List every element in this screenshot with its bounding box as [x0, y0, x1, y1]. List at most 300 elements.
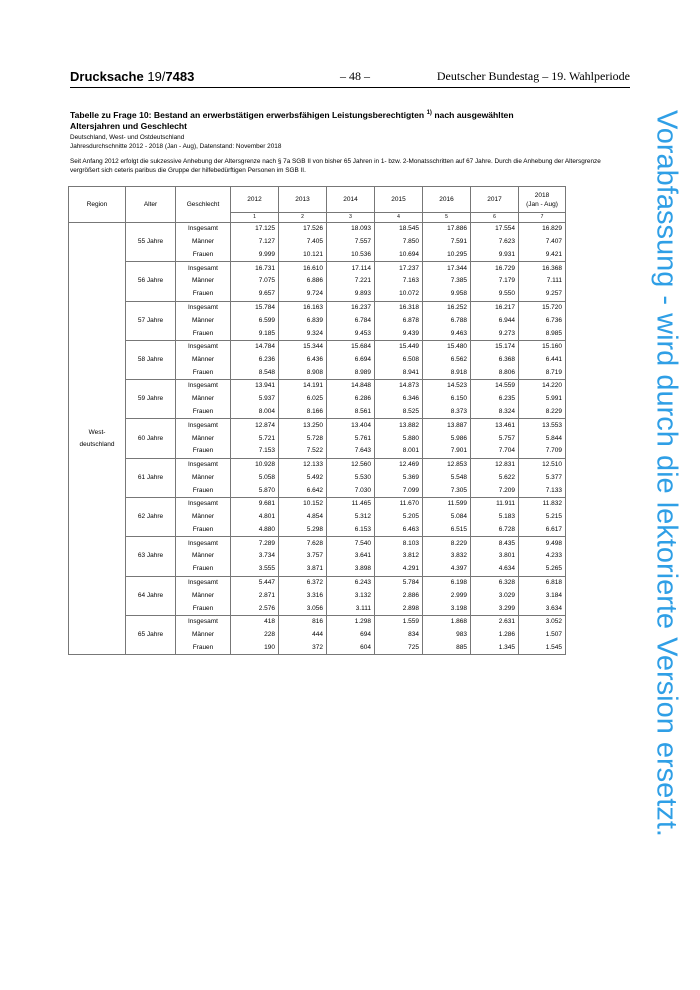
value-cell: 5.784 [375, 576, 423, 589]
value-cell: 12.831 [471, 458, 519, 471]
value-cell: 6.198 [423, 576, 471, 589]
sex-cell: Männer [176, 314, 231, 327]
sex-cell: Männer [176, 589, 231, 602]
sex-cell: Männer [176, 471, 231, 484]
value-cell: 1.545 [519, 642, 566, 655]
value-cell: 8.324 [471, 406, 519, 419]
value-cell: 7.289 [231, 537, 279, 550]
value-cell: 8.166 [279, 406, 327, 419]
value-cell: 16.368 [519, 262, 566, 275]
col-header-year [327, 187, 375, 213]
value-cell: 9.421 [519, 249, 566, 262]
sex-cell: Männer [176, 628, 231, 641]
value-cell: 14.523 [423, 380, 471, 393]
col-number: 7 [519, 213, 566, 223]
table-subtitle [70, 133, 630, 152]
table-row [69, 497, 566, 510]
value-cell: 3.029 [471, 589, 519, 602]
value-cell: 3.634 [519, 602, 566, 615]
value-cell: 9.681 [231, 497, 279, 510]
value-cell: 11.465 [327, 497, 375, 510]
value-cell: 8.103 [375, 537, 423, 550]
value-cell: 1.507 [519, 628, 566, 641]
value-cell: 2.898 [375, 602, 423, 615]
value-cell: 983 [423, 628, 471, 641]
value-cell: 13.941 [231, 380, 279, 393]
value-cell: 6.617 [519, 524, 566, 537]
value-cell: 7.030 [327, 484, 375, 497]
value-cell: 14.784 [231, 340, 279, 353]
value-cell: 8.548 [231, 367, 279, 380]
value-cell: 9.257 [519, 288, 566, 301]
value-cell: 8.908 [279, 367, 327, 380]
age-cell: 65 Jahre [126, 615, 176, 654]
value-cell: 4.291 [375, 563, 423, 576]
value-cell: 7.305 [423, 484, 471, 497]
value-cell: 4.801 [231, 511, 279, 524]
value-cell: 6.944 [471, 314, 519, 327]
col-number: 5 [423, 213, 471, 223]
value-cell: 7.099 [375, 484, 423, 497]
col-number: 4 [375, 213, 423, 223]
value-cell: 3.898 [327, 563, 375, 576]
value-cell: 3.056 [279, 602, 327, 615]
value-cell: 5.084 [423, 511, 471, 524]
title-part3: Altersjahren und Geschlecht [70, 120, 188, 131]
value-cell: 5.844 [519, 432, 566, 445]
value-cell: 9.498 [519, 537, 566, 550]
table-row [69, 537, 566, 550]
value-cell: 13.461 [471, 419, 519, 432]
sex-cell: Männer [176, 275, 231, 288]
value-cell: 190 [231, 642, 279, 655]
value-cell: 8.004 [231, 406, 279, 419]
sex-cell: Männer [176, 511, 231, 524]
value-cell: 17.237 [375, 262, 423, 275]
footnote-marker: 1) [426, 110, 432, 116]
value-cell: 372 [279, 642, 327, 655]
value-cell: 8.373 [423, 406, 471, 419]
sex-cell: Frauen [176, 288, 231, 301]
col-header-year [231, 187, 279, 213]
value-cell: 14.220 [519, 380, 566, 393]
table-row [69, 419, 566, 432]
value-cell: 6.436 [279, 353, 327, 366]
value-cell: 6.286 [327, 393, 375, 406]
year-note: (Jan - Aug) [526, 200, 558, 208]
value-cell: 5.622 [471, 471, 519, 484]
value-cell: 13.404 [327, 419, 375, 432]
sex-cell: Männer [176, 432, 231, 445]
value-cell: 7.075 [231, 275, 279, 288]
value-cell: 5.312 [327, 511, 375, 524]
value-cell: 11.599 [423, 497, 471, 510]
value-cell: 7.221 [327, 275, 375, 288]
value-cell: 9.958 [423, 288, 471, 301]
table-row [69, 262, 566, 275]
value-cell: 10.694 [375, 249, 423, 262]
col-number: 2 [279, 213, 327, 223]
year-label: 2017 [487, 196, 502, 203]
value-cell: 418 [231, 615, 279, 628]
value-cell: 15.174 [471, 340, 519, 353]
value-cell: 5.377 [519, 471, 566, 484]
value-cell: 9.439 [375, 327, 423, 340]
col-number: 1 [231, 213, 279, 223]
value-cell: 4.233 [519, 550, 566, 563]
value-cell: 6.236 [231, 353, 279, 366]
value-cell: 17.114 [327, 262, 375, 275]
sex-cell: Insgesamt [176, 223, 231, 236]
value-cell: 6.642 [279, 484, 327, 497]
value-cell: 6.153 [327, 524, 375, 537]
sex-cell: Frauen [176, 602, 231, 615]
age-cell: 62 Jahre [126, 497, 176, 536]
value-cell: 5.761 [327, 432, 375, 445]
value-cell: 15.480 [423, 340, 471, 353]
col-header-year [279, 187, 327, 213]
sex-cell: Frauen [176, 484, 231, 497]
age-cell: 56 Jahre [126, 262, 176, 301]
value-cell: 13.887 [423, 419, 471, 432]
sex-cell: Frauen [176, 445, 231, 458]
sex-cell: Frauen [176, 642, 231, 655]
sex-cell: Frauen [176, 249, 231, 262]
value-cell: 7.643 [327, 445, 375, 458]
value-cell: 9.463 [423, 327, 471, 340]
document-number-main: 7483 [165, 69, 195, 84]
value-cell: 7.540 [327, 537, 375, 550]
value-cell: 7.153 [231, 445, 279, 458]
value-cell: 6.839 [279, 314, 327, 327]
sex-cell: Männer [176, 236, 231, 249]
value-cell: 6.788 [423, 314, 471, 327]
value-cell: 12.560 [327, 458, 375, 471]
value-cell: 13.250 [279, 419, 327, 432]
page-header [70, 68, 630, 88]
table-row [69, 615, 566, 628]
value-cell: 8.941 [375, 367, 423, 380]
sex-cell: Insgesamt [176, 615, 231, 628]
sex-cell: Männer [176, 550, 231, 563]
value-cell: 444 [279, 628, 327, 641]
age-cell: 58 Jahre [126, 340, 176, 379]
value-cell: 2.631 [471, 615, 519, 628]
sex-cell: Insgesamt [176, 419, 231, 432]
value-cell: 9.893 [327, 288, 375, 301]
sex-cell: Insgesamt [176, 458, 231, 471]
value-cell: 12.853 [423, 458, 471, 471]
value-cell: 9.999 [231, 249, 279, 262]
sex-cell: Insgesamt [176, 262, 231, 275]
value-cell: 8.525 [375, 406, 423, 419]
value-cell: 10.928 [231, 458, 279, 471]
value-cell: 8.918 [423, 367, 471, 380]
value-cell: 6.346 [375, 393, 423, 406]
value-cell: 15.720 [519, 301, 566, 314]
value-cell: 3.184 [519, 589, 566, 602]
value-cell: 7.623 [471, 236, 519, 249]
table-row [69, 458, 566, 471]
value-cell: 8.989 [327, 367, 375, 380]
year-label: 2012 [247, 196, 262, 203]
parliament-label: Deutscher Bundestag – 19. Wahlperiode [436, 69, 630, 83]
value-cell: 9.185 [231, 327, 279, 340]
value-cell: 16.217 [471, 301, 519, 314]
value-cell: 1.286 [471, 628, 519, 641]
value-cell: 9.273 [471, 327, 519, 340]
value-cell: 9.931 [471, 249, 519, 262]
value-cell: 3.812 [375, 550, 423, 563]
value-cell: 834 [375, 628, 423, 641]
col-header-year [519, 187, 566, 213]
value-cell: 3.801 [471, 550, 519, 563]
value-cell: 16.237 [327, 301, 375, 314]
value-cell: 8.435 [471, 537, 519, 550]
sex-cell: Insgesamt [176, 380, 231, 393]
value-cell: 9.657 [231, 288, 279, 301]
document-label: Drucksache [70, 69, 144, 84]
value-cell: 6.886 [279, 275, 327, 288]
value-cell: 3.832 [423, 550, 471, 563]
value-cell: 6.736 [519, 314, 566, 327]
table-title [70, 108, 630, 132]
value-cell: 1.345 [471, 642, 519, 655]
value-cell: 6.235 [471, 393, 519, 406]
value-cell: 12.510 [519, 458, 566, 471]
value-cell: 5.757 [471, 432, 519, 445]
value-cell: 6.818 [519, 576, 566, 589]
value-cell: 8.806 [471, 367, 519, 380]
value-cell: 16.731 [231, 262, 279, 275]
col-number: 3 [327, 213, 375, 223]
value-cell: 7.133 [519, 484, 566, 497]
value-cell: 5.728 [279, 432, 327, 445]
value-cell: 10.121 [279, 249, 327, 262]
value-cell: 16.729 [471, 262, 519, 275]
value-cell: 5.492 [279, 471, 327, 484]
sex-cell: Frauen [176, 563, 231, 576]
region-label-line1: West- [88, 428, 106, 436]
value-cell: 16.318 [375, 301, 423, 314]
value-cell: 3.052 [519, 615, 566, 628]
age-cell: 57 Jahre [126, 301, 176, 340]
age-cell: 60 Jahre [126, 419, 176, 458]
value-cell: 15.160 [519, 340, 566, 353]
value-cell: 9.550 [471, 288, 519, 301]
value-cell: 15.784 [231, 301, 279, 314]
value-cell: 7.179 [471, 275, 519, 288]
value-cell: 10.536 [327, 249, 375, 262]
age-cell: 59 Jahre [126, 380, 176, 419]
table-row [69, 340, 566, 353]
value-cell: 7.209 [471, 484, 519, 497]
year-label: 2015 [391, 196, 406, 203]
value-cell: 3.757 [279, 550, 327, 563]
value-cell: 14.873 [375, 380, 423, 393]
value-cell: 14.848 [327, 380, 375, 393]
value-cell: 7.850 [375, 236, 423, 249]
value-cell: 13.882 [375, 419, 423, 432]
value-cell: 9.453 [327, 327, 375, 340]
value-cell: 13.553 [519, 419, 566, 432]
value-cell: 7.163 [375, 275, 423, 288]
watermark-text: Vorabfassung - wird durch die lektorierte Version ersetzt. [650, 110, 683, 837]
sex-cell: Insgesamt [176, 537, 231, 550]
value-cell: 816 [279, 615, 327, 628]
value-cell: 6.463 [375, 524, 423, 537]
table-row [69, 223, 566, 236]
value-cell: 17.554 [471, 223, 519, 236]
table-note: Seit Anfang 2012 erfolgt die sukzessive Anhebung der Altersgrenze nach § 7a SGB II von bisher 65 Jahren in 1- bzw. 2-Monatsschritten auf 67 Jahre. Durch die Anhebung der Altersgrenze vergrößert sich ceteris paribus die Gruppe der hilfebedürftigen Personen im SGB II. [70, 158, 601, 175]
region-label-line2: deutschland [79, 440, 115, 448]
value-cell: 7.522 [279, 445, 327, 458]
value-cell: 6.728 [471, 524, 519, 537]
value-cell: 7.111 [519, 275, 566, 288]
year-label: 2013 [295, 196, 310, 203]
value-cell: 16.610 [279, 262, 327, 275]
value-cell: 18.545 [375, 223, 423, 236]
value-cell: 2.576 [231, 602, 279, 615]
title-part1: Tabelle zu Frage 10: Bestand an erwerbstätigen erwerbsfähigen Leistungsberechtigten [70, 109, 425, 120]
value-cell: 6.878 [375, 314, 423, 327]
value-cell: 6.441 [519, 353, 566, 366]
value-cell: 3.299 [471, 602, 519, 615]
sex-cell: Insgesamt [176, 340, 231, 353]
value-cell: 3.132 [327, 589, 375, 602]
value-cell: 7.407 [519, 236, 566, 249]
value-cell: 1.559 [375, 615, 423, 628]
value-cell: 6.784 [327, 314, 375, 327]
value-cell: 6.599 [231, 314, 279, 327]
value-cell: 15.449 [375, 340, 423, 353]
value-cell: 6.243 [327, 576, 375, 589]
table-row [69, 576, 566, 589]
value-cell: 694 [327, 628, 375, 641]
value-cell: 5.298 [279, 524, 327, 537]
region-cell [69, 223, 126, 655]
sex-cell: Frauen [176, 367, 231, 380]
value-cell: 8.229 [519, 406, 566, 419]
value-cell: 8.229 [423, 537, 471, 550]
value-cell: 3.734 [231, 550, 279, 563]
value-cell: 6.025 [279, 393, 327, 406]
value-cell: 17.125 [231, 223, 279, 236]
title-part2: nach ausgewählten [434, 109, 514, 120]
value-cell: 5.880 [375, 432, 423, 445]
value-cell: 6.508 [375, 353, 423, 366]
col-header-sex: Geschlecht [176, 187, 231, 223]
value-cell: 3.871 [279, 563, 327, 576]
value-cell: 18.093 [327, 223, 375, 236]
age-cell: 64 Jahre [126, 576, 176, 615]
value-cell: 6.328 [471, 576, 519, 589]
value-cell: 12.874 [231, 419, 279, 432]
sex-cell: Frauen [176, 524, 231, 537]
value-cell: 1.298 [327, 615, 375, 628]
value-cell: 5.548 [423, 471, 471, 484]
value-cell: 16.252 [423, 301, 471, 314]
value-cell: 5.870 [231, 484, 279, 497]
col-header-year [375, 187, 423, 213]
value-cell: 9.724 [279, 288, 327, 301]
col-number: 6 [471, 213, 519, 223]
value-cell: 4.854 [279, 511, 327, 524]
value-cell: 6.372 [279, 576, 327, 589]
year-label: 2014 [343, 196, 358, 203]
sex-cell: Insgesamt [176, 497, 231, 510]
value-cell: 3.555 [231, 563, 279, 576]
value-cell: 6.694 [327, 353, 375, 366]
value-cell: 8.001 [375, 445, 423, 458]
value-cell: 2.886 [375, 589, 423, 602]
value-cell: 5.183 [471, 511, 519, 524]
value-cell: 2.999 [423, 589, 471, 602]
value-cell: 14.191 [279, 380, 327, 393]
col-header-year [423, 187, 471, 213]
value-cell: 17.886 [423, 223, 471, 236]
value-cell: 10.152 [279, 497, 327, 510]
value-cell: 228 [231, 628, 279, 641]
value-cell: 12.469 [375, 458, 423, 471]
value-cell: 10.072 [375, 288, 423, 301]
value-cell: 6.150 [423, 393, 471, 406]
sex-cell: Insgesamt [176, 576, 231, 589]
value-cell: 725 [375, 642, 423, 655]
value-cell: 2.871 [231, 589, 279, 602]
col-header-age: Alter [126, 187, 176, 223]
sex-cell: Männer [176, 393, 231, 406]
data-table [68, 186, 566, 655]
value-cell: 3.316 [279, 589, 327, 602]
year-label: 2016 [439, 196, 454, 203]
year-label: 2018 [534, 191, 550, 199]
value-cell: 7.709 [519, 445, 566, 458]
value-cell: 5.447 [231, 576, 279, 589]
value-cell: 9.324 [279, 327, 327, 340]
value-cell: 7.591 [423, 236, 471, 249]
subtitle-region: Deutschland, West- und Ostdeutschland [70, 134, 185, 141]
watermark [636, 110, 696, 910]
document-number-prefix: 19/ [147, 69, 166, 84]
value-cell: 11.911 [471, 497, 519, 510]
value-cell: 5.369 [375, 471, 423, 484]
value-cell: 10.295 [423, 249, 471, 262]
value-cell: 8.561 [327, 406, 375, 419]
col-header-year [471, 187, 519, 213]
value-cell: 7.901 [423, 445, 471, 458]
value-cell: 1.868 [423, 615, 471, 628]
table-row [69, 301, 566, 314]
sex-cell: Frauen [176, 327, 231, 340]
value-cell: 11.832 [519, 497, 566, 510]
value-cell: 5.991 [519, 393, 566, 406]
sex-cell: Männer [176, 353, 231, 366]
value-cell: 6.562 [423, 353, 471, 366]
value-cell: 15.344 [279, 340, 327, 353]
value-cell: 14.559 [471, 380, 519, 393]
value-cell: 7.385 [423, 275, 471, 288]
value-cell: 16.163 [279, 301, 327, 314]
value-cell: 5.215 [519, 511, 566, 524]
sex-cell: Insgesamt [176, 301, 231, 314]
value-cell: 5.986 [423, 432, 471, 445]
value-cell: 5.530 [327, 471, 375, 484]
value-cell: 15.684 [327, 340, 375, 353]
age-cell: 63 Jahre [126, 537, 176, 576]
value-cell: 7.557 [327, 236, 375, 249]
value-cell: 604 [327, 642, 375, 655]
